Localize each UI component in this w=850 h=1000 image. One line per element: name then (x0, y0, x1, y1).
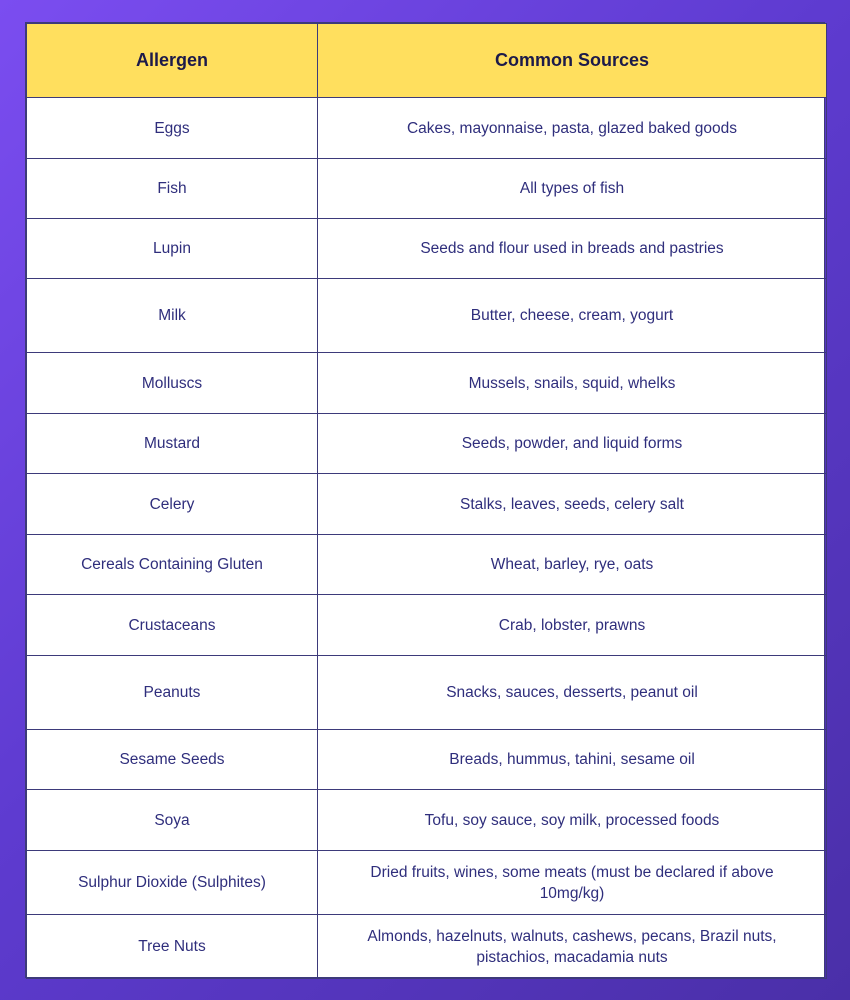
sources-cell: All types of fish (318, 159, 827, 219)
sources-cell: Breads, hummus, tahini, sesame oil (318, 730, 827, 790)
table-row (27, 98, 827, 159)
allergen-cell: Sesame Seeds (27, 730, 318, 790)
sources-cell: Snacks, sauces, desserts, peanut oil (318, 656, 827, 730)
table-row (27, 159, 827, 219)
sources-cell: Tofu, soy sauce, soy milk, processed foods (318, 790, 827, 851)
allergen-cell: Peanuts (27, 656, 318, 730)
table-row (27, 730, 827, 790)
allergen-cell: Celery (27, 474, 318, 535)
allergen-cell: Tree Nuts (27, 915, 318, 979)
table-row (27, 851, 827, 915)
allergen-cell: Soya (27, 790, 318, 851)
table-row (27, 656, 827, 730)
table-row (27, 219, 827, 279)
table-row (27, 535, 827, 595)
sources-cell: Butter, cheese, cream, yogurt (318, 279, 827, 353)
allergen-cell: Eggs (27, 98, 318, 159)
sources-cell: Crab, lobster, prawns (318, 595, 827, 656)
allergen-table (26, 23, 827, 979)
header-allergen: Allergen (27, 24, 318, 98)
allergen-cell: Sulphur Dioxide (Sulphites) (27, 851, 318, 915)
allergen-table-container (25, 22, 825, 978)
table-row (27, 353, 827, 414)
sources-cell: Stalks, leaves, seeds, celery salt (318, 474, 827, 535)
table-row (27, 279, 827, 353)
allergen-cell: Lupin (27, 219, 318, 279)
sources-cell: Cakes, mayonnaise, pasta, glazed baked goods (318, 98, 827, 159)
sources-cell: Mussels, snails, squid, whelks (318, 353, 827, 414)
allergen-cell: Fish (27, 159, 318, 219)
table-row (27, 915, 827, 979)
sources-cell: Wheat, barley, rye, oats (318, 535, 827, 595)
table-row (27, 790, 827, 851)
allergen-cell: Cereals Containing Gluten (27, 535, 318, 595)
table-row (27, 595, 827, 656)
allergen-cell: Mustard (27, 414, 318, 474)
allergen-cell: Milk (27, 279, 318, 353)
sources-cell: Almonds, hazelnuts, walnuts, cashews, pecans, Brazil nuts, pistachios, macadamia nuts (318, 915, 827, 979)
header-common-sources: Common Sources (318, 24, 827, 98)
sources-cell: Seeds and flour used in breads and pastries (318, 219, 827, 279)
allergen-cell: Molluscs (27, 353, 318, 414)
allergen-cell: Crustaceans (27, 595, 318, 656)
table-row (27, 414, 827, 474)
table-row (27, 474, 827, 535)
sources-cell: Seeds, powder, and liquid forms (318, 414, 827, 474)
sources-cell: Dried fruits, wines, some meats (must be declared if above 10mg/kg) (318, 851, 827, 915)
table-header-row (27, 24, 827, 98)
